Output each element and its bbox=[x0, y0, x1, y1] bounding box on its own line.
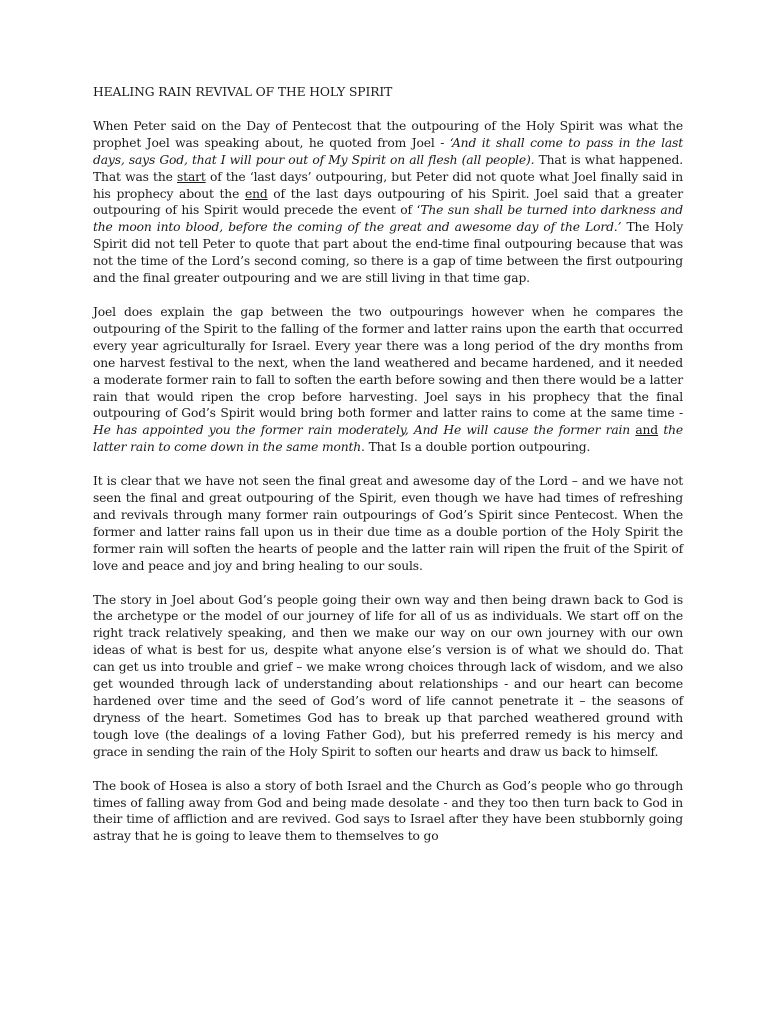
paragraph-1-text-a: When Peter said on the Day of Pentecost that the outpouring of the Holy Spirit was what the prophet Joel was speaking about, he quoted from Joel - bbox=[93, 118, 683, 150]
paragraph-1-text-e: of the ‘last days’ outpouring, but Peter did not quote what Joel finally said in his prophecy about the bbox=[93, 169, 683, 201]
paragraph-1 bbox=[93, 118, 683, 287]
paragraph-1-quote-joel: ‘And it shall come to pass in the last days, says God, that I will pour out of My Spirit on all flesh (all people). bbox=[93, 135, 683, 167]
paragraph-1-text-c: That is what happened. That was the bbox=[93, 152, 684, 184]
paragraph-2-text-e: That Is a double portion outpouring. bbox=[364, 440, 591, 455]
paragraph-2-quote-rain: He has appointed you the former rain moderately, And He will cause the former rain bbox=[93, 423, 636, 438]
paragraph-4: The story in Joel about God’s people going their own way and then being drawn back to God is the archetype or the model of our journey of life for all of us as individuals. We start off on the right track relatively speaking, and then we make our way on our own journey with our own ideas of what is best for us, despite what anyone else’s version is of what we should do. That can get us into trouble and grief – we make wrong choices through lack of wisdom, and we also get wounded through lack of understanding about relationships - and our heart can become hardened over time and the seed of God’s word of life cannot penetrate it – the seasons of dryness of the heart. Sometimes God has to break up that parched weathered ground with tough love (the dealings of a loving Father God), but his preferred remedy is his mercy and grace in sending the rain of the Holy Spirit to soften our hearts and draw us back to himself. bbox=[93, 592, 683, 759]
paragraph-2-quote-rain-end: the latter rain to come down in the same month. bbox=[93, 423, 684, 455]
paragraph-5: The book of Hosea is also a story of both Israel and the Church as God’s people who go through times of falling away from God and being made desolate - and they too then turn back to God in their time of affliction and are revived. God says to Israel after they have been stubbornly going astray that he is going to leave them to themselves to go bbox=[93, 778, 683, 844]
paragraph-1-text-i: The Holy Spirit did not tell Peter to quote that part about the end-time final outpouring because that was not the time of the Lord’s second coming, so there is a gap of time between the first outpouring and the final greater outpouring and we are still living in that time gap. bbox=[93, 220, 683, 286]
paragraph-1-underline-start: start bbox=[177, 169, 206, 184]
document-title: HEALING RAIN REVIVAL OF THE HOLY SPIRIT bbox=[93, 85, 393, 99]
paragraph-3: It is clear that we have not seen the final great and awesome day of the Lord – and we have not seen the final and great outpouring of the Spirit, even though we have had times of refreshing and revivals through many former rain outpourings of God’s Spirit since Pentecost. When the former and latter rains fall upon us in their due time as a double portion of the Holy Spirit the former rain will soften the hearts of people and the latter rain will ripen the fruit of the Spirit of love and peace and joy and bring healing to our souls. bbox=[93, 474, 683, 573]
paragraph-1-text-g: of the last days outpouring of his Spirit. Joel said that a greater outpouring of his Spirit would precede the event of ‘ bbox=[93, 186, 683, 218]
paragraph-2-text-a: Joel does explain the gap between the two outpourings however when he compares the outpouring of the Spirit to the falling of the former and latter rains upon the earth that occurred every year agriculturally for Israel. Every year there was a long period of the dry months from one harvest festival to the next, when the land weathered and became hardened, and it needed a moderate former rain to fall to soften the earth before sowing and then there would be a latter rain that would ripen the crop before harvesting. Joel says in his prophecy that the final outpouring of God’s Spirit would bring both former and latter rains to come at the same time - bbox=[93, 304, 683, 421]
document-page bbox=[93, 84, 683, 845]
paragraph-1-quote-sun: The sun shall be turned into darkness and the moon into blood, before the coming of the great and awesome day of the Lord.’ bbox=[93, 203, 684, 235]
paragraph-2 bbox=[93, 304, 683, 456]
paragraph-2-underline-and: and bbox=[635, 423, 659, 438]
paragraph-1-underline-end: end bbox=[244, 186, 268, 201]
